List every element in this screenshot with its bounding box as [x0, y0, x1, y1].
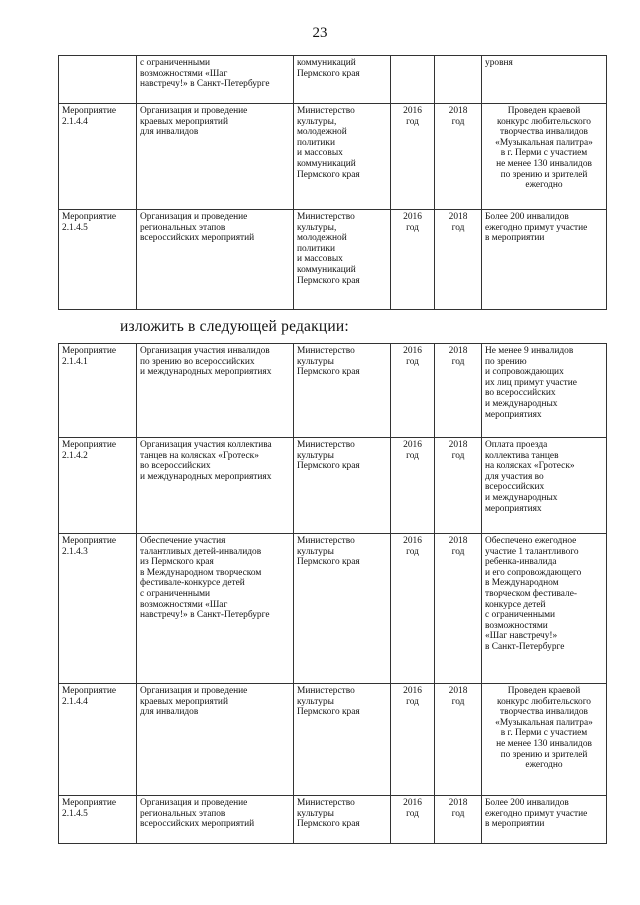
cell-result: уровня — [482, 56, 607, 104]
cell-result: Проведен краевой конкурс любительского творчества инвалидов «Музыкальная палитра» в г. Перми с участием не менее 130 инвалидов по зрению и зрителей ежегодно — [482, 684, 607, 796]
cell-result: Проведен краевой конкурс любительского творчества инвалидов «Музыкальная палитра» в г. Перми с участием не менее 130 инвалидов по зрению и зрителей ежегодно — [482, 104, 607, 210]
cell-end: 2018 год — [435, 796, 482, 844]
cell-id: Мероприятие 2.1.4.5 — [59, 796, 137, 844]
cell-executor: Министерство культуры Пермского края — [294, 438, 391, 534]
table-row — [59, 684, 607, 796]
cell-start: 2016 год — [391, 534, 435, 684]
cell-id: Мероприятие 2.1.4.4 — [59, 684, 137, 796]
table-row — [59, 210, 607, 310]
cell-name: Организация и проведение региональных этапов всероссийских мероприятий — [137, 796, 294, 844]
cell-name: Обеспечение участия талантливых детей-инвалидов из Пермского края в Международном творческом фестивале-конкурсе детей с ограниченными возможностями «Шаг навстречу!» в Санкт-Петербурге — [137, 534, 294, 684]
cell-result: Более 200 инвалидов ежегодно примут участие в мероприятии — [482, 210, 607, 310]
cell-name: с ограниченными возможностями «Шаг навстречу!» в Санкт-Петербурге — [137, 56, 294, 104]
cell-result: Оплата проезда коллектива танцев на колясках «Гротеск» для участия во всероссийских и международных мероприятиях — [482, 438, 607, 534]
cell-id: Мероприятие 2.1.4.3 — [59, 534, 137, 684]
cell-name: Организация участия инвалидов по зрению во всероссийских и международных мероприятиях — [137, 344, 294, 438]
cell-end: 2018 год — [435, 534, 482, 684]
cell-name: Организация и проведение региональных этапов всероссийских мероприятий — [137, 210, 294, 310]
table-row — [59, 344, 607, 438]
section-heading: изложить в следующей редакции: — [120, 318, 349, 335]
cell-result: Более 200 инвалидов ежегодно примут участие в мероприятии — [482, 796, 607, 844]
table-row — [59, 796, 607, 844]
cell-executor: коммуникаций Пермского края — [294, 56, 391, 104]
cell-start — [391, 56, 435, 104]
cell-start: 2016 год — [391, 104, 435, 210]
cell-start: 2016 год — [391, 796, 435, 844]
page-number: 23 — [312, 25, 328, 41]
cell-result: Не менее 9 инвалидов по зрению и сопровождающих их лиц примут участие во всероссийских и международных мероприятиях — [482, 344, 607, 438]
table-before — [58, 55, 607, 310]
cell-id — [59, 56, 137, 104]
cell-executor: Министерство культуры Пермского края — [294, 796, 391, 844]
cell-id: Мероприятие 2.1.4.4 — [59, 104, 137, 210]
cell-end: 2018 год — [435, 684, 482, 796]
cell-start: 2016 год — [391, 344, 435, 438]
cell-name: Организация и проведение краевых мероприятий для инвалидов — [137, 684, 294, 796]
table-row — [59, 534, 607, 684]
cell-end: 2018 год — [435, 438, 482, 534]
cell-executor: Министерство культуры, молодежной политики и массовых коммуникаций Пермского края — [294, 210, 391, 310]
table-row — [59, 56, 607, 104]
cell-start: 2016 год — [391, 438, 435, 534]
cell-name: Организация участия коллектива танцев на колясках «Гротеск» во всероссийских и международных мероприятиях — [137, 438, 294, 534]
cell-executor: Министерство культуры Пермского края — [294, 344, 391, 438]
cell-id: Мероприятие 2.1.4.2 — [59, 438, 137, 534]
cell-id: Мероприятие 2.1.4.1 — [59, 344, 137, 438]
table-after — [58, 343, 607, 844]
cell-end — [435, 56, 482, 104]
cell-executor: Министерство культуры, молодежной политики и массовых коммуникаций Пермского края — [294, 104, 391, 210]
table-row — [59, 438, 607, 534]
cell-result: Обеспечено ежегодное участие 1 талантливого ребенка-инвалида и его сопровождающего в Международном творческом фестивале- конкурсе детей с ограниченными возможностями «Шаг навстречу!» в Санкт-Петербурге — [482, 534, 607, 684]
table-row — [59, 104, 607, 210]
cell-id: Мероприятие 2.1.4.5 — [59, 210, 137, 310]
cell-end: 2018 год — [435, 104, 482, 210]
cell-end: 2018 год — [435, 344, 482, 438]
cell-executor: Министерство культуры Пермского края — [294, 684, 391, 796]
cell-end: 2018 год — [435, 210, 482, 310]
cell-start: 2016 год — [391, 210, 435, 310]
cell-name: Организация и проведение краевых мероприятий для инвалидов — [137, 104, 294, 210]
cell-start: 2016 год — [391, 684, 435, 796]
cell-executor: Министерство культуры Пермского края — [294, 534, 391, 684]
